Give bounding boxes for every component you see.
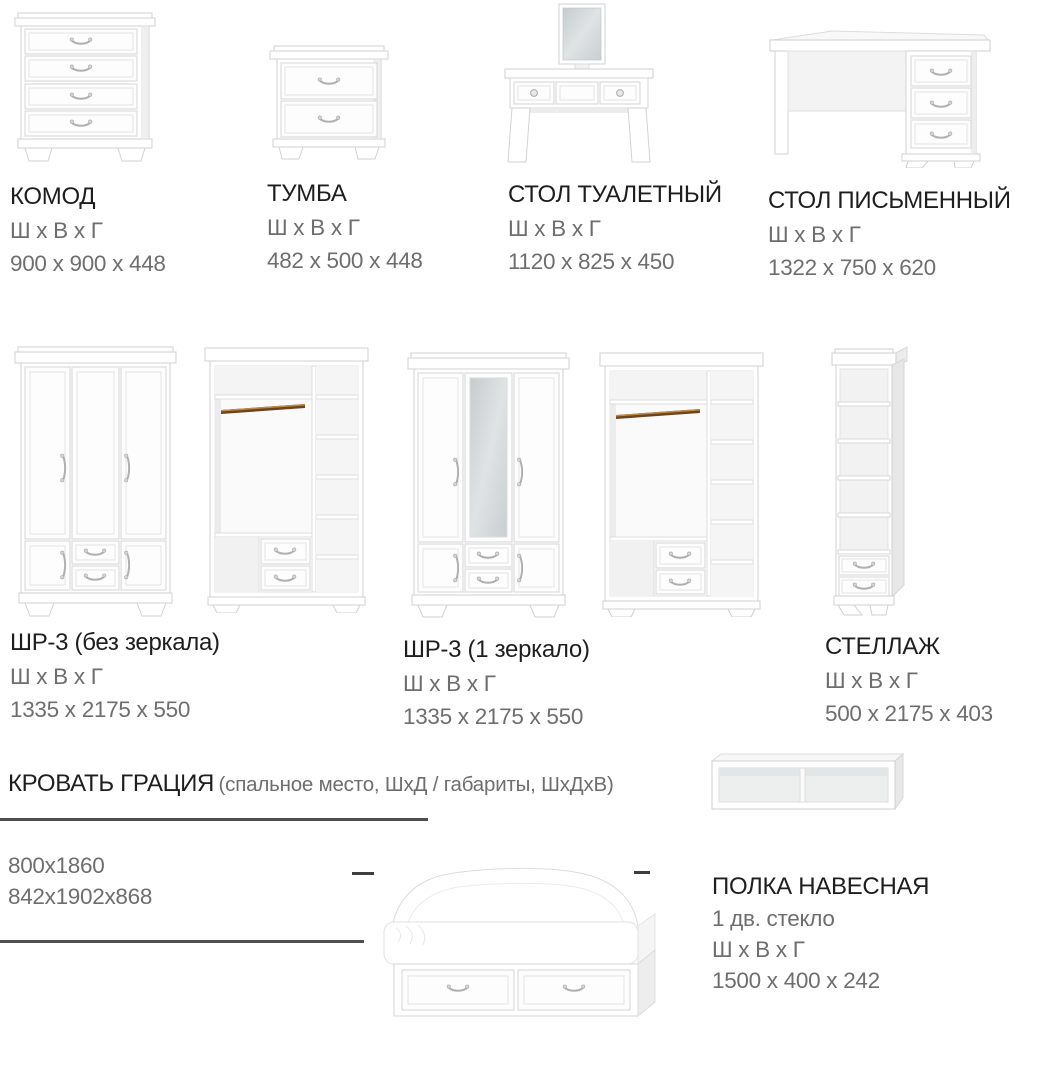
product-card-shr3-1-zerkalo xyxy=(403,637,590,737)
product-title: КОМОД xyxy=(10,183,96,210)
product-dims: 482 х 500 х 448 xyxy=(267,248,423,273)
bed-rule-top xyxy=(0,818,428,821)
product-title: СТОЛ ТУАЛЕТНЫЙ xyxy=(508,181,722,208)
bed-section-header xyxy=(8,770,614,798)
stellazh-image xyxy=(830,345,910,617)
stol-tualetnyj-image xyxy=(497,2,659,165)
krovat-gratsiya-image xyxy=(362,832,664,1032)
product-dims: 1120 х 825 х 450 xyxy=(508,249,675,274)
product-dims-label: Ш х В х Г xyxy=(768,222,861,247)
komod-image xyxy=(12,8,160,165)
product-title: ШР-3 (без зеркала) xyxy=(10,629,220,656)
product-card-stol-pismennyj xyxy=(768,188,1011,288)
tumba-image xyxy=(268,42,390,165)
product-card-stellazh xyxy=(825,634,993,734)
product-title: ПОЛКА НАВЕСНАЯ xyxy=(712,873,930,900)
product-dims: 900 х 900 х 448 xyxy=(10,251,166,276)
shr3-1-zerkalo-open-image xyxy=(599,350,764,617)
product-title: СТЕЛЛАЖ xyxy=(825,633,940,660)
shr3-1-zerkalo-closed-image xyxy=(407,349,570,618)
product-dims: 1335 х 2175 х 550 xyxy=(10,697,191,722)
product-dims-label: Ш х В х Г xyxy=(712,937,805,962)
product-card-komod xyxy=(10,184,166,284)
product-card-tumba xyxy=(267,181,423,281)
product-dims-label: Ш х В х Г xyxy=(10,664,103,689)
bed-rule-bottom xyxy=(0,940,364,943)
product-card-stol-tualetnyj xyxy=(508,182,722,282)
bed-dimension-dash-left xyxy=(352,872,374,875)
product-card-shr3-bez-zerkala xyxy=(10,630,220,730)
product-title: ТУМБА xyxy=(267,180,347,207)
shr3-bez-zerkala-closed-image xyxy=(14,343,177,617)
product-title: СТОЛ ПИСЬМЕННЫЙ xyxy=(768,187,1011,214)
product-dims-label: Ш х В х Г xyxy=(508,216,601,241)
shr3-bez-zerkala-open-image xyxy=(204,345,369,613)
product-card-polka-navesnaya xyxy=(712,874,929,1001)
product-title: ШР-3 (1 зеркало) xyxy=(403,636,590,663)
bed-dimensions xyxy=(8,853,152,917)
bed-dimension-dash-right xyxy=(634,871,650,874)
stol-pismennyj-image xyxy=(768,28,992,168)
bed-title: КРОВАТЬ ГРАЦИЯ xyxy=(8,770,215,797)
bed-overall-size: 842х1902х868 xyxy=(8,884,153,909)
product-dims-label: Ш х В х Г xyxy=(825,668,918,693)
product-dims-label: Ш х В х Г xyxy=(403,671,496,696)
bed-sleeping-size: 800х1860 xyxy=(8,853,105,878)
product-dims: 1500 х 400 х 242 xyxy=(712,968,880,993)
product-dims-label: Ш х В х Г xyxy=(10,218,103,243)
bed-subtitle: (спальное место, ШхД / габариты, ШхДхВ) xyxy=(218,773,614,796)
product-variant: 1 дв. стекло xyxy=(712,906,835,931)
product-dims: 1335 х 2175 х 550 xyxy=(403,704,584,729)
polka-navesnaya-image xyxy=(708,752,908,816)
product-dims: 1322 х 750 х 620 xyxy=(768,255,936,280)
product-dims: 500 х 2175 х 403 xyxy=(825,701,993,726)
product-dims-label: Ш х В х Г xyxy=(267,215,360,240)
